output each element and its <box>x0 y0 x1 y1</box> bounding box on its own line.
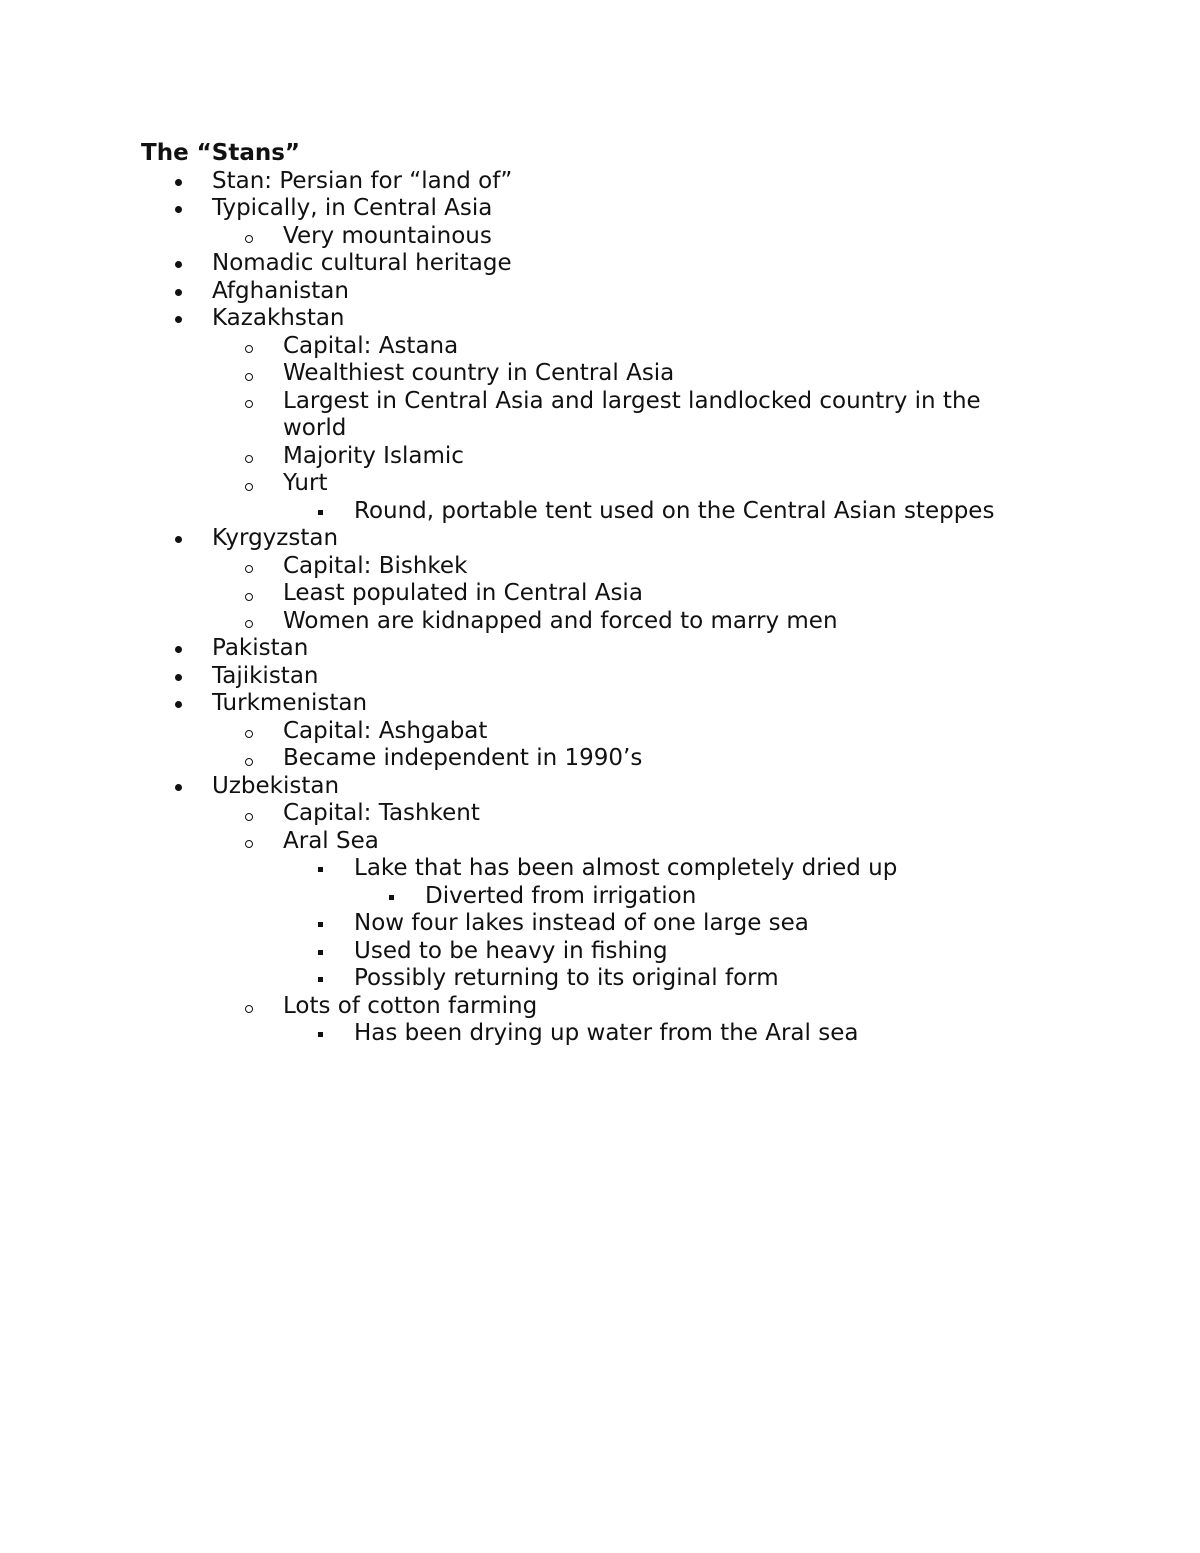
list-item <box>141 635 1041 663</box>
list-item-text: Pakistan <box>212 635 309 661</box>
bullet-circle-icon <box>245 580 253 608</box>
document-page <box>141 140 1041 1048</box>
list-item <box>141 498 1041 526</box>
bullet-circle-icon <box>245 828 253 856</box>
bullet-square-icon <box>316 498 323 526</box>
bullet-shape <box>318 510 323 515</box>
document-title: The “Stans” <box>141 140 301 166</box>
list-item <box>141 718 1041 746</box>
bullet-disc-icon <box>175 690 182 718</box>
list-item <box>141 168 1041 196</box>
list-item-text: Very mountainous <box>283 222 492 249</box>
bullet-disc-icon <box>175 525 182 553</box>
list-item-text: Largest in Central Asia and largest landlocked country in the world <box>283 387 981 441</box>
list-item <box>141 993 1041 1021</box>
bullet-circle-icon <box>245 553 253 581</box>
bullet-circle-icon <box>245 745 253 773</box>
list-item <box>141 470 1041 498</box>
list-item-text: Afghanistan <box>212 277 349 304</box>
bullet-disc-icon <box>175 663 182 691</box>
bullet-shape <box>175 316 182 323</box>
bullet-shape <box>245 620 253 628</box>
list-item-text: Capital: Astana <box>283 332 459 359</box>
bullet-square-icon <box>316 938 323 966</box>
list-item-text: Women are kidnapped and forced to marry men <box>283 607 838 634</box>
list-item-text: Typically, in Central Asia <box>212 195 493 221</box>
bullet-shape <box>389 895 394 900</box>
list-item-text: Lake that has been almost completely dried up <box>354 855 898 881</box>
list-item <box>141 278 1041 306</box>
bullet-shape <box>245 730 253 738</box>
bullet-square-icon <box>316 910 323 938</box>
list-item <box>141 938 1041 966</box>
list-item-text: Aral Sea <box>283 827 379 854</box>
bullet-shape <box>175 536 182 543</box>
list-item-text: Wealthiest country in Central Asia <box>283 360 675 386</box>
list-item-text: Stan: Persian for “land of” <box>212 167 513 194</box>
bullet-shape <box>245 840 253 848</box>
bullet-circle-icon <box>245 223 253 251</box>
bullet-shape <box>245 373 253 381</box>
bullet-disc-icon <box>175 305 182 333</box>
list-item <box>141 553 1041 581</box>
list-item-text: Round, portable tent used on the Central Asian steppes <box>354 497 995 524</box>
list-item-text: Has been drying up water from the Aral sea <box>354 1020 859 1046</box>
bullet-shape <box>245 758 253 766</box>
bullet-disc-icon <box>175 773 182 801</box>
list-item-text: Capital: Tashkent <box>283 800 480 826</box>
list-item <box>141 773 1041 801</box>
list-item-text: Yurt <box>283 470 328 496</box>
list-item <box>141 910 1041 938</box>
list-item-text: Diverted from irrigation <box>425 882 697 909</box>
list-item-text: Possibly returning to its original form <box>354 965 779 991</box>
bullet-square-icon <box>316 855 323 883</box>
bullet-shape <box>245 235 253 243</box>
bullet-shape <box>318 922 323 927</box>
bullet-disc-icon <box>175 195 182 223</box>
bullet-shape <box>175 784 182 791</box>
bullet-shape <box>175 701 182 708</box>
bullet-disc-icon <box>175 635 182 663</box>
list-item-text: Uzbekistan <box>212 772 340 799</box>
bullet-square-icon <box>387 883 394 911</box>
bullet-disc-icon <box>175 250 182 278</box>
bullet-circle-icon <box>245 333 253 361</box>
bullet-circle-icon <box>245 443 253 471</box>
list-item <box>141 883 1041 911</box>
bullet-shape <box>175 261 182 268</box>
bullet-shape <box>245 483 253 491</box>
bullet-circle-icon <box>245 800 253 828</box>
bullet-shape <box>318 977 323 982</box>
list-item-text: Kazakhstan <box>212 305 345 331</box>
bullet-square-icon <box>316 965 323 993</box>
bullet-shape <box>245 455 253 463</box>
bullet-disc-icon <box>175 168 182 196</box>
list-item <box>141 388 1041 443</box>
list-item <box>141 965 1041 993</box>
list-item <box>141 250 1041 278</box>
bullet-shape <box>175 206 182 213</box>
list-item <box>141 855 1041 883</box>
bullet-circle-icon <box>245 360 253 388</box>
bullet-shape <box>318 1032 323 1037</box>
list-item <box>141 525 1041 553</box>
list-item-text: Turkmenistan <box>212 690 368 716</box>
bullet-circle-icon <box>245 993 253 1021</box>
list-item <box>141 305 1041 333</box>
list-item-text: Majority Islamic <box>283 442 464 469</box>
bullet-circle-icon <box>245 718 253 746</box>
bullet-disc-icon <box>175 278 182 306</box>
list-item-text: Now four lakes instead of one large sea <box>354 910 809 936</box>
list-item <box>141 333 1041 361</box>
list-item <box>141 745 1041 773</box>
list-item-text: Least populated in Central Asia <box>283 580 643 606</box>
list-item-text: Became independent in 1990’s <box>283 745 643 771</box>
list-item-text: Nomadic cultural heritage <box>212 250 512 276</box>
bullet-shape <box>175 179 182 186</box>
list-item <box>141 195 1041 223</box>
list-item <box>141 800 1041 828</box>
bullet-square-icon <box>316 1020 323 1048</box>
list-item <box>141 828 1041 856</box>
list-item <box>141 663 1041 691</box>
bullet-shape <box>318 950 323 955</box>
bullet-circle-icon <box>245 470 253 498</box>
bullet-shape <box>175 674 182 681</box>
bullet-shape <box>245 813 253 821</box>
bullet-circle-icon <box>245 608 253 636</box>
bullet-shape <box>245 593 253 601</box>
bullet-shape <box>245 565 253 573</box>
list-item <box>141 608 1041 636</box>
list-item <box>141 223 1041 251</box>
list-item <box>141 690 1041 718</box>
list-item-text: Kyrgyzstan <box>212 525 339 551</box>
list-item <box>141 443 1041 471</box>
bullet-shape <box>245 400 253 408</box>
bullet-shape <box>175 289 182 296</box>
bullet-shape <box>175 646 182 653</box>
list-item <box>141 360 1041 388</box>
list-item-text: Lots of cotton farming <box>283 992 538 1019</box>
outline-list <box>141 168 1041 1048</box>
list-item-text: Tajikistan <box>212 662 319 689</box>
list-item <box>141 1020 1041 1048</box>
list-item <box>141 580 1041 608</box>
bullet-shape <box>245 345 253 353</box>
bullet-circle-icon <box>245 388 253 416</box>
bullet-shape <box>245 1005 253 1013</box>
list-item-text: Capital: Bishkek <box>283 552 468 579</box>
list-item-text: Used to be heavy in fishing <box>354 937 668 964</box>
bullet-shape <box>318 867 323 872</box>
list-item-text: Capital: Ashgabat <box>283 717 488 744</box>
